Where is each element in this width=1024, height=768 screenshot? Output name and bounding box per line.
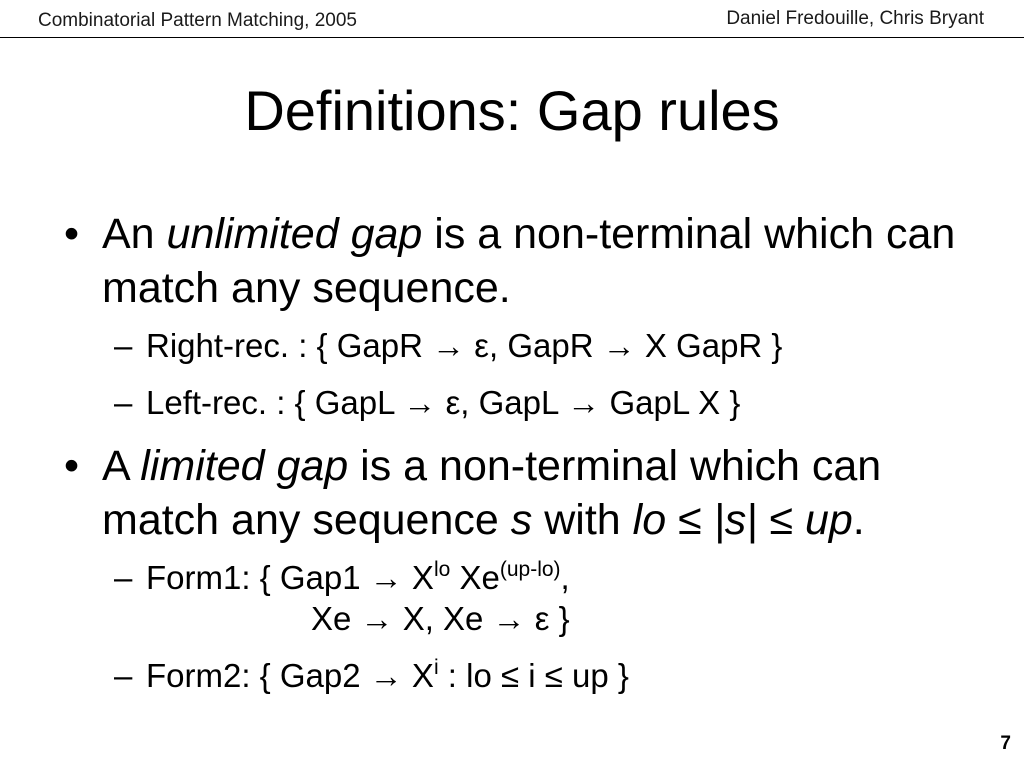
slide-body bbox=[64, 207, 964, 712]
form1-sup-lo: lo bbox=[433, 558, 451, 581]
dash-marker: – bbox=[114, 559, 133, 596]
term-unlimited-gap: unlimited gap bbox=[166, 210, 423, 258]
form1-text-c: , bbox=[560, 559, 570, 596]
dash-marker: – bbox=[114, 657, 133, 694]
var-lo: lo bbox=[632, 496, 667, 544]
header-conference: Combinatorial Pattern Matching, 2005 bbox=[38, 10, 357, 31]
form1-line2: Xe → X, Xe → ε } bbox=[311, 600, 570, 637]
dash-marker: – bbox=[114, 384, 133, 421]
form1-text-b: Xe bbox=[450, 559, 500, 596]
subbullet-form1 bbox=[64, 557, 964, 639]
page-number: 7 bbox=[1000, 733, 1011, 754]
abs-s: |s| bbox=[713, 496, 758, 544]
text-with: with bbox=[532, 496, 633, 544]
bullet-marker: • bbox=[64, 442, 80, 490]
subbullet-left-rec bbox=[64, 382, 964, 423]
form2-sup-i: i bbox=[433, 656, 439, 679]
bullet-text-pre: An bbox=[102, 210, 167, 258]
header-divider bbox=[0, 37, 1024, 38]
left-rec-rule: Left-rec. : { GapL → ε, GapL → GapL X } bbox=[146, 384, 741, 421]
term-limited-gap: limited gap bbox=[140, 442, 349, 490]
form2-text-b: : lo ≤ i ≤ up } bbox=[438, 657, 629, 694]
subbullet-form2 bbox=[64, 655, 964, 696]
slide-title: Definitions: Gap rules bbox=[244, 79, 780, 142]
bullet-unlimited-gap bbox=[64, 207, 964, 315]
form1-text-a: Form1: { Gap1 → X bbox=[146, 559, 434, 596]
text-end: . bbox=[852, 496, 865, 544]
bullet-text-pre: A bbox=[102, 442, 141, 490]
header-authors: Daniel Fredouille, Chris Bryant bbox=[726, 8, 984, 29]
var-up: up bbox=[804, 496, 853, 544]
form1-sup-up-lo: (up-lo) bbox=[499, 558, 561, 581]
bullet-text-post: is a non-terminal which can match any sequence. bbox=[102, 210, 956, 312]
right-rec-rule: Right-rec. : { GapR → ε, GapR → X GapR } bbox=[146, 327, 783, 364]
subbullet-right-rec bbox=[64, 325, 964, 366]
bullet-limited-gap bbox=[64, 439, 964, 547]
var-s: s bbox=[510, 496, 533, 544]
bullet-marker: • bbox=[64, 210, 80, 258]
dash-marker: – bbox=[114, 327, 133, 364]
rel-le-1: ≤ bbox=[666, 496, 714, 544]
rel-le-2: ≤ bbox=[757, 496, 805, 544]
bullet-text-mid: is a non-terminal which can match any sequence bbox=[102, 442, 882, 544]
form2-text-a: Form2: { Gap2 → X bbox=[146, 657, 434, 694]
